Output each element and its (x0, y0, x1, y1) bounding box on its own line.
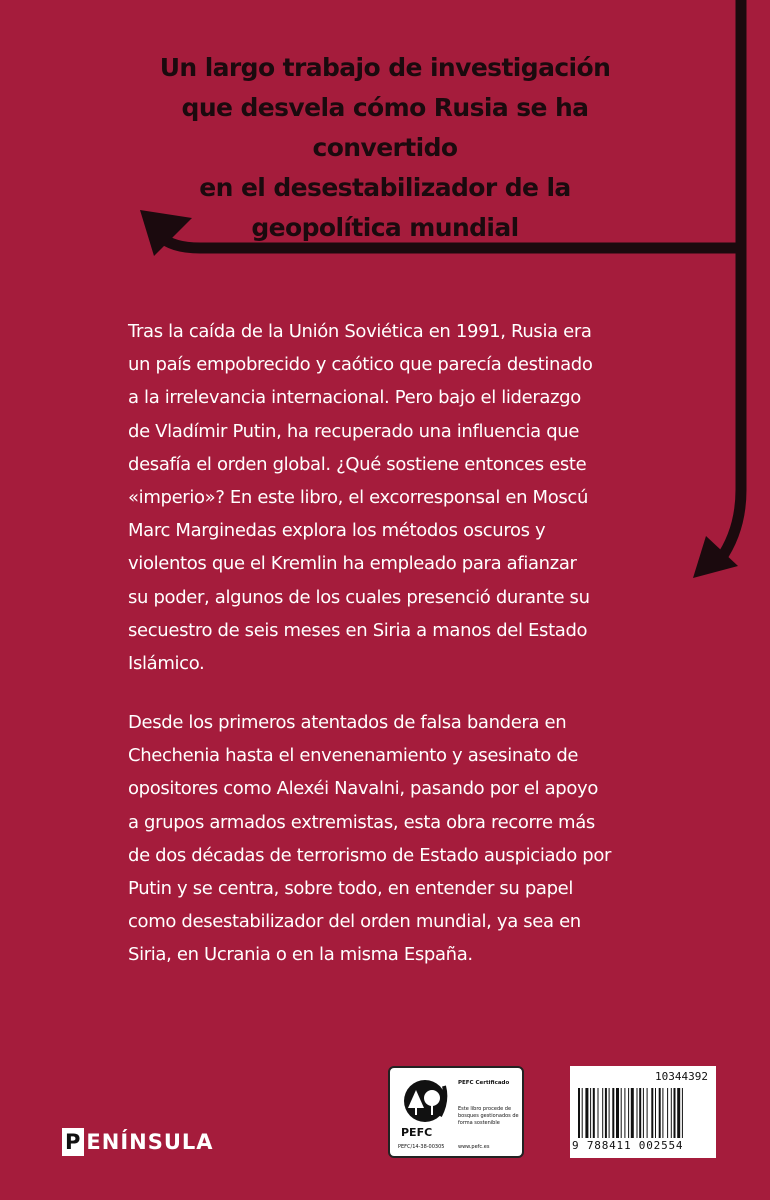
text-line: Marc Marginedas explora los métodos oscuros y (128, 520, 546, 542)
text-line: a grupos armados extremistas, esta obra recorre más (128, 811, 595, 833)
text-line: Putin y se centra, sobre todo, en entender su papel (128, 878, 574, 900)
text-line: desafía el orden global. ¿Qué sostiene entonces este (128, 453, 587, 475)
text-line: a la irrelevancia internacional. Pero bajo el liderazgo (128, 387, 581, 409)
text-line: su poder, algunos de los cuales presenció durante su (128, 586, 590, 608)
publisher-logo-mark: P (62, 1128, 84, 1156)
text-line: opositores como Alexéi Navalni, pasando por el apoyo (128, 778, 598, 800)
text-line: Islámico. (128, 653, 205, 675)
pefc-brand: PEFC (401, 1126, 433, 1139)
pefc-tree-icon (400, 1078, 450, 1124)
text-line: violentos que el Kremlin ha empleado para afianzar (128, 553, 577, 575)
text-line: de Vladímir Putin, ha recuperado una influencia que (128, 420, 580, 442)
text-line: un país empobrecido y caótico que parecía destinado (128, 354, 593, 376)
pefc-website: www.pefc.es (458, 1144, 490, 1150)
synopsis-paragraph-2 (128, 706, 728, 972)
text-line: secuestro de seis meses en Siria a manos del Estado (128, 619, 588, 641)
barcode-top-number: 10344392 (655, 1070, 708, 1083)
isbn-barcode (570, 1066, 716, 1158)
text-line: Tras la caída de la Unión Soviética en 1991, Rusia era (128, 321, 592, 342)
pefc-description: Este libro procede de bosques gestionados de forma sostenible (458, 1106, 519, 1126)
text-line: de dos décadas de terrorismo de Estado auspiciado por (128, 844, 612, 866)
barcode-digits: 9 788411 002554 (572, 1139, 684, 1152)
synopsis-paragraph-1 (128, 315, 728, 680)
tagline-line: en el desestabilizador de la (199, 173, 571, 202)
pefc-certified-label: PEFC Certificado (458, 1080, 510, 1086)
tagline (110, 48, 660, 248)
text-line: «imperio»? En este libro, el excorresponsal en Moscú (128, 487, 588, 509)
pefc-certification-badge (388, 1066, 524, 1158)
pefc-code: PEFC/14-38-00305 (398, 1144, 445, 1150)
text-line: Chechenia hasta el envenenamiento y asesinato de (128, 745, 579, 767)
text-line: como desestabilizador del orden mundial, ya sea en (128, 911, 581, 933)
tagline-line: que desvela cómo Rusia se ha convertido (181, 93, 589, 162)
publisher-logo-text: ENÍNSULA (86, 1130, 214, 1154)
barcode-bars-icon (578, 1088, 708, 1138)
text-line: Desde los primeros atentados de falsa bandera en (128, 712, 567, 733)
tagline-line: Un largo trabajo de investigación (159, 53, 611, 82)
publisher-logo (62, 1126, 214, 1158)
text-line: Siria, en Ucrania o en la misma España. (128, 944, 473, 966)
tagline-line: geopolítica mundial (251, 213, 519, 242)
